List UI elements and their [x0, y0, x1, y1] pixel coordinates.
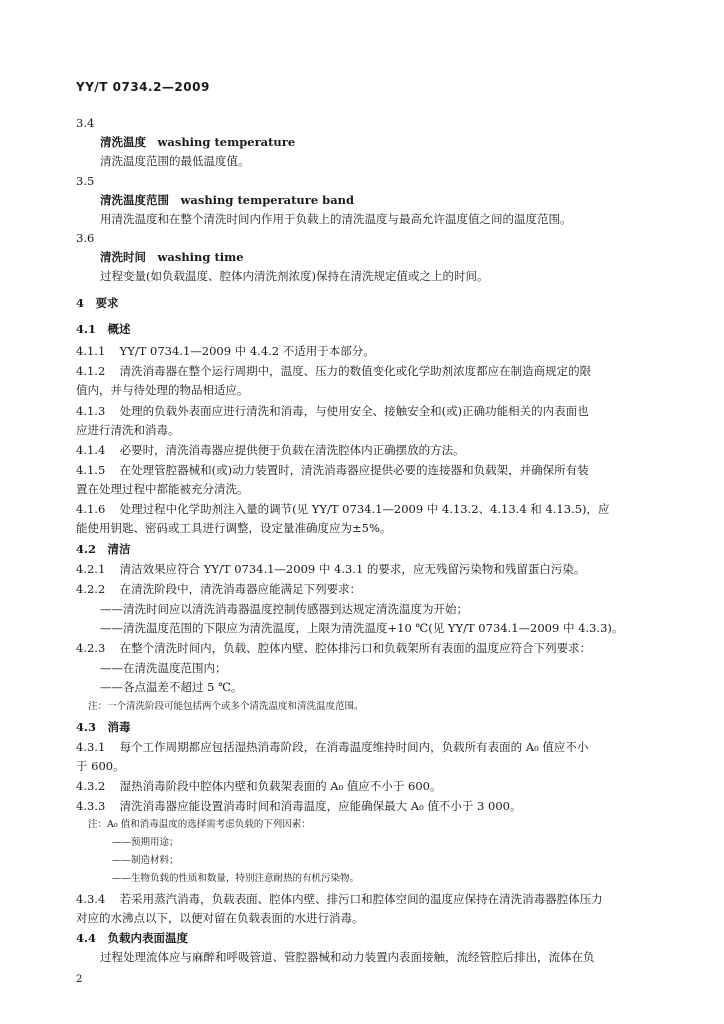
- clause-4-1-5-cont: 置在处理过程中都能被充分清洗。: [76, 482, 249, 496]
- clause-4-1-3-cont: 应进行清洗和消毒。: [76, 423, 180, 437]
- clause-4-3-4-cont: 对应的水沸点以下，以便对留在负载表面的水进行消毒。: [76, 911, 364, 925]
- clause-4-1-6-cont: 能使用钥匙、密码或工具进行调整，设定量准确度应为±5%。: [76, 521, 392, 535]
- clause-4-2-3: 4.2.3 在整个清洗时间内，负载、腔体内壁、腔体排污口和负载架所有表面的温度应符合下列要求：: [76, 641, 592, 655]
- clause-4-3-2: 4.3.2 湿热消毒阶段中腔体内壁和负载架表面的 A₀ 值应不小于 600。: [76, 779, 442, 793]
- page-number: 2: [76, 974, 83, 985]
- term-definition: 过程变量(如负载温度、腔体内清洗剂浓度)保持在清洗规定值或之上的时间。: [100, 269, 489, 283]
- clause-4-1-3: 4.1.3 处理的负载外表面应进行清洗和消毒，与使用安全、接触安全和(或)正确功能相关的内表面也: [76, 404, 589, 418]
- list-item: ——清洗温度范围的下限应为清洗温度，上限为清洗温度+10 ℃(见 YY/T 0734.1—2009 中 4.3.3)。: [100, 621, 624, 635]
- list-item: ——制造材料；: [112, 855, 179, 866]
- subsection-heading: 4.2 清洁: [76, 542, 131, 556]
- clause-4-1-6: 4.1.6 处理过程中化学助剂注入量的调节(见 YY/T 0734.1—2009 中 4.13.2、4.13.4 和 4.13.5)，应: [76, 502, 610, 516]
- clause-number: 3.5: [76, 174, 95, 188]
- standard-number-header: YY/T 0734.2—2009: [76, 80, 210, 94]
- clause-4-1-5: 4.1.5 在处理管腔器械和(或)动力装置时，清洗消毒器应提供必要的连接器和负载架，并确保所有装: [76, 463, 589, 477]
- list-item: ——各点温差不超过 5 ℃。: [100, 680, 243, 694]
- clause-number: 3.6: [76, 231, 95, 245]
- clause-4-2-1: 4.2.1 清洁效果应符合 YY/T 0734.1—2009 中 4.3.1 的要求，应无残留污染物和残留蛋白污染。: [76, 562, 586, 576]
- section-heading: 4 要求: [76, 296, 119, 310]
- clause-4-2-2: 4.2.2 在清洗阶段中，清洗消毒器应能满足下列要求：: [76, 582, 362, 596]
- list-item: ——预期用途；: [112, 837, 179, 848]
- clause-number: 3.4: [76, 116, 95, 130]
- note: 注：一个清洗阶段可能包括两个或多个清洗温度和清洗温度范围。: [88, 701, 364, 712]
- list-item: ——在清洗温度范围内；: [100, 661, 227, 675]
- list-item: ——生物负载的性质和数量，特别注意耐热的有机污染物。: [112, 873, 360, 884]
- clause-4-1-1: 4.1.1 YY/T 0734.1—2009 中 4.4.2 不适用于本部分。: [76, 344, 375, 358]
- term-definition: 清洗温度范围的最低温度值。: [100, 154, 250, 168]
- clause-4-1-2-cont: 值内，并与待处理的物品相适应。: [76, 383, 249, 397]
- list-item: ——清洗时间应以清洗消毒器温度控制传感器到达规定清洗温度为开始；: [100, 602, 468, 616]
- note: 注：A₀ 值和消毒温度的选择需考虑负载的下列因素：: [88, 819, 311, 830]
- subsection-heading: 4.3 消毒: [76, 720, 131, 734]
- term-definition: 用清洗温度和在整个清洗时间内作用于负载上的清洗温度与最高允许温度值之间的温度范围。: [100, 212, 572, 226]
- clause-4-3-3: 4.3.3 清洗消毒器应能设置消毒时间和消毒温度，应能确保最大 A₀ 值不小于 3 000。: [76, 799, 522, 813]
- term-title: 清洗温度 washing temperature: [100, 135, 296, 149]
- subsection-heading: 4.4 负载内表面温度: [76, 931, 189, 945]
- clause-4-3-4: 4.3.4 若采用蒸汽消毒，负载表面、腔体内壁、排污口和腔体空间的温度应保持在清洗消毒器腔体压力: [76, 892, 603, 906]
- clause-4-1-4: 4.1.4 必要时，清洗消毒器应提供便于负载在清洗腔体内正确摆放的方法。: [76, 443, 465, 457]
- clause-4-1-2: 4.1.2 清洗消毒器在整个运行周期中，温度、压力的数值变化或化学助剂浓度都应在制造商规定的限: [76, 364, 592, 378]
- paragraph: 过程处理流体应与麻醉和呼吸管道、管腔器械和动力装置内表面接触，流经管腔后排出，流体在负: [100, 950, 595, 964]
- clause-4-3-1-cont: 于 600。: [76, 759, 125, 773]
- term-title: 清洗温度范围 washing temperature band: [100, 193, 355, 207]
- subsection-heading: 4.1 概述: [76, 322, 131, 336]
- clause-4-3-1: 4.3.1 每个工作周期都应包括湿热消毒阶段，在消毒温度维持时间内，负载所有表面的 A₀ 值应不小: [76, 740, 589, 754]
- term-title: 清洗时间 washing time: [100, 250, 244, 264]
